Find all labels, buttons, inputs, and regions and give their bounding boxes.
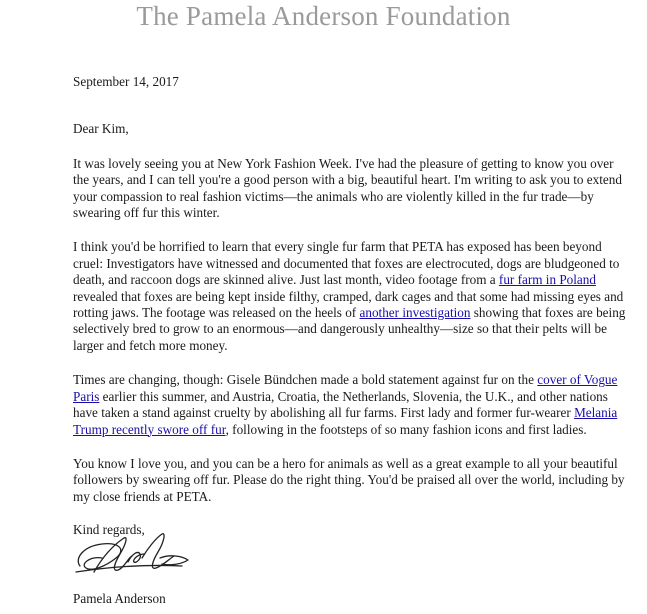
letterhead-title: The Pamela Anderson Foundation: [136, 1, 511, 31]
paragraph-2-text-2: revealed that foxes are being kept inside filthy, cramped, dark cages and that some had missing eyes and rotting jaws. The footage was released on the heels of: [73, 288, 624, 321]
letter-date: September 14, 2017: [73, 74, 179, 89]
paragraph-2-text-3: showing that foxes are being selectively bred to grow to an enormous—and dangerously unhealthy—size so that their pelts will be larger and fetch more money.: [73, 305, 626, 353]
paragraph-3-text-1: Times are changing, though: Gisele Bündchen made a bold statement against fur on the: [73, 372, 538, 388]
vogue-paris-cover-link[interactable]: cover of Vogue Paris: [73, 372, 618, 404]
letter-body: [73, 74, 628, 539]
signer-name: Pamela Anderson: [73, 591, 166, 606]
letter-salutation: Dear Kim,: [73, 121, 129, 137]
paragraph-4: You know I love you, and you can be a hero for animals as well as a great example to all your beautiful followers by swearing off fur. Please do the right thing. You'd be praised all over the world, including by my close friends at PETA.: [73, 455, 625, 504]
letter-closing: Kind regards,: [73, 522, 145, 538]
paragraph-3-text-3: , following in the footsteps of so many fashion icons and first ladies.: [225, 421, 587, 437]
paragraph-3-text-2: earlier this summer, and Austria, Croatia, the Netherlands, Slovenia, the U.K., and other nations have taken a stand against cruelty by abolishing all fur farms. First lady and former fur-wearer: [73, 388, 608, 421]
paragraph-3: [73, 372, 628, 438]
signature-icon: [72, 528, 192, 588]
paragraph-2: [73, 239, 628, 354]
paragraph-1: It was lovely seeing you at New York Fashion Week. I've had the pleasure of getting to know you over the years, and I can tell you're a good person with a big, beautiful heart. I'm writing to ask you to extend your compassion to real fashion victims—the animals who are violently killed in the fur trade—by swearing off fur this winter.: [73, 155, 622, 221]
another-investigation-link[interactable]: another investigation: [359, 305, 471, 321]
fur-farm-poland-link[interactable]: fur farm in Poland: [498, 272, 596, 288]
paragraph-2-text-1: I think you'd be horrified to learn that every single fur farm that PETA has exposed has been beyond cruel: Investigators have witnessed and documented that foxes are electrocuted, dogs are bludgeoned to death, and raccoon dogs are skinned alive. Just last month, video footage from a: [73, 239, 620, 288]
melania-trump-fur-link[interactable]: Melania Trump recently swore off fur: [73, 405, 618, 437]
